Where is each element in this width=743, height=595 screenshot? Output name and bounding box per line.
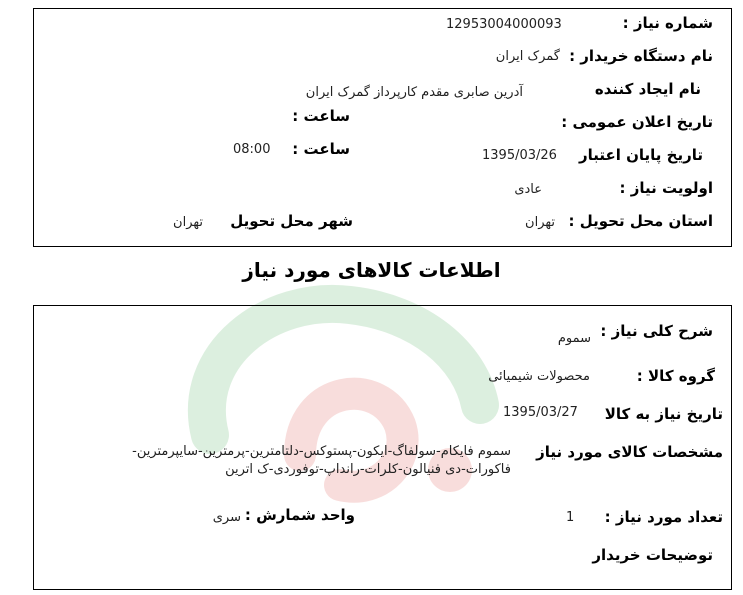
request-number-label: شماره نیاز : [622, 14, 713, 32]
spec-line-1: سموم فایکام-سولفاگ-ایکون-پستوکس-دلتامترین-پرمترین-سایپرمترین- [132, 444, 511, 459]
spec-value [71, 443, 511, 479]
quantity-label: تعداد مورد نیاز : [604, 508, 723, 526]
buyer-org-label: نام دستگاه خریدار : [569, 47, 713, 65]
summary-value: سموم [557, 331, 591, 346]
announce-date-label: تاریخ اعلان عمومی : [561, 113, 713, 131]
delivery-province-label: استان محل تحویل : [568, 212, 713, 230]
delivery-city-label: شهر محل تحویل [230, 212, 353, 230]
validity-time-label: ساعت : [292, 140, 350, 158]
delivery-city-value: تهران [173, 215, 203, 230]
validity-date-value: 1395/03/26 [482, 148, 557, 163]
validity-date-label: تاریخ پایان اعتبار [578, 146, 703, 164]
goods-group-label: گروه کالا : [636, 367, 715, 385]
validity-time-value: 08:00 [233, 142, 271, 157]
creator-label: نام ایجاد کننده [594, 80, 701, 98]
quantity-value: 1 [566, 510, 575, 525]
unit-value: سری [212, 510, 241, 525]
delivery-province-value: تهران [525, 215, 555, 230]
announce-time-label: ساعت : [292, 107, 350, 125]
buyer-notes-label: توضیحات خریدار [592, 546, 713, 564]
need-date-value: 1395/03/27 [503, 405, 578, 420]
priority-value: عادی [514, 182, 542, 197]
need-date-label: تاریخ نیاز به کالا [604, 405, 723, 423]
spec-label: مشخصات کالای مورد نیاز [536, 443, 723, 461]
priority-label: اولویت نیاز : [619, 179, 713, 197]
spec-line-2: فاکورات-دی فنیالون-کلرات-رانداپ-توفوردی-ک اترین [225, 462, 511, 477]
section-title: اطلاعات کالاهای مورد نیاز [242, 258, 501, 282]
goods-group-value: محصولات شیمیائی [488, 369, 590, 384]
buyer-org-value: گمرک ایران [495, 49, 560, 64]
request-number-value: 12953004000093 [446, 17, 562, 32]
unit-label: واحد شمارش : [244, 506, 355, 524]
summary-label: شرح کلی نیاز : [600, 322, 713, 340]
creator-value: آدرین صابری مقدم کارپرداز گمرک ایران [305, 85, 523, 100]
